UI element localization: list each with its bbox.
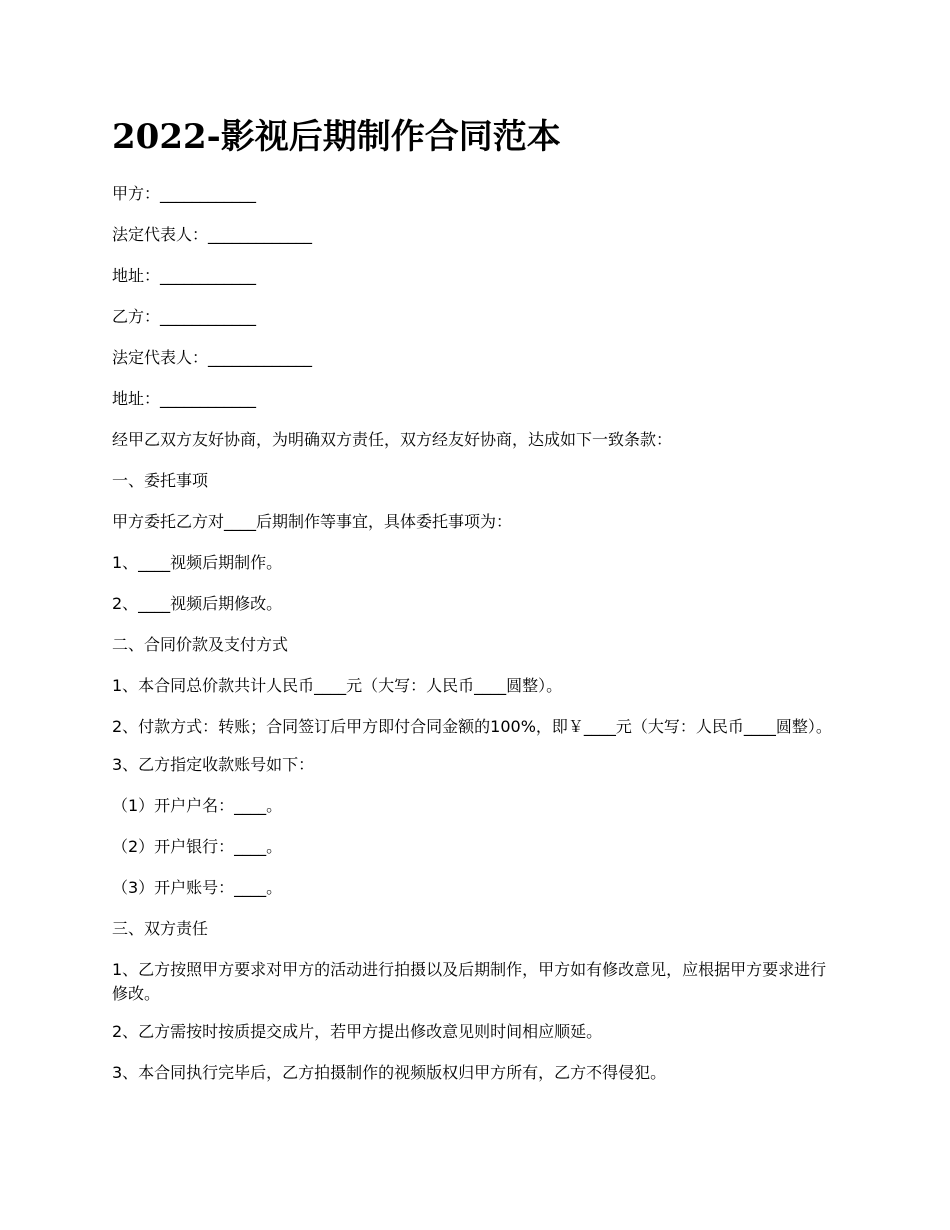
section-1-intro-text: 甲方委托乙方对____后期制作等事宜，具体委托事项为： <box>112 512 513 531</box>
document-title: 2022-影视后期制作合同范本 <box>112 117 561 157</box>
section-2-item-2-text: 2、付款方式：转账；合同签订后甲方即付合同金额的100%，即￥____元（大写：人民币____圆整）。 <box>112 717 832 736</box>
section-1-item-2 <box>112 592 842 616</box>
party-a-address-text: 地址：____________ <box>112 266 257 285</box>
section-2-item-3-text: 3、乙方指定收款账号如下： <box>112 755 315 774</box>
section-heading-3 <box>112 917 842 941</box>
section-heading-1 <box>112 469 842 493</box>
section-2-item-3 <box>112 753 842 777</box>
section-3-item-3-text: 3、本合同执行完毕后，乙方拍摄制作的视频版权归甲方所有，乙方不得侵犯。 <box>112 1063 667 1082</box>
section-1-item-1-text: 1、____视频后期制作。 <box>112 553 283 572</box>
preamble-text: 经甲乙双方友好协商，为明确双方责任，双方经友好协商，达成如下一致条款： <box>112 430 673 449</box>
section-heading-1-text: 一、委托事项 <box>112 471 209 490</box>
account-bank-line <box>112 835 842 859</box>
section-heading-2-text: 二、合同价款及支付方式 <box>112 635 289 654</box>
party-b-address-line <box>112 387 842 411</box>
section-3-item-2-text: 2、乙方需按时按质提交成片，若甲方提出修改意见则时间相应顺延。 <box>112 1022 603 1041</box>
section-3-item-2 <box>112 1020 842 1044</box>
party-b-text: 乙方：____________ <box>112 307 257 326</box>
party-b-address-text: 地址：____________ <box>112 389 257 408</box>
account-number-line <box>112 876 842 900</box>
section-3-item-3 <box>112 1061 842 1085</box>
section-3-item-1-text: 1、乙方按照甲方要求对甲方的活动进行拍摄以及后期制作，甲方如有修改意见，应根据甲方要求进行修改。 <box>112 960 827 1003</box>
account-number-text: （3）开户账号：____。 <box>112 878 283 897</box>
section-1-item-2-text: 2、____视频后期修改。 <box>112 594 283 613</box>
section-2-item-1-text: 1、本合同总价款共计人民币____元（大写：人民币____圆整）。 <box>112 676 563 695</box>
party-b-representative-line <box>112 346 842 370</box>
party-b-representative-text: 法定代表人：_____________ <box>112 348 313 367</box>
preamble-paragraph <box>112 428 842 452</box>
contract-body <box>112 182 842 1102</box>
party-a-representative-line <box>112 223 842 247</box>
section-heading-2 <box>112 633 842 657</box>
section-2-item-2 <box>112 715 842 739</box>
account-bank-text: （2）开户银行：____。 <box>112 837 283 856</box>
section-heading-3-text: 三、双方责任 <box>112 919 209 938</box>
account-name-text: （1）开户户名：____。 <box>112 796 283 815</box>
section-1-intro <box>112 510 842 534</box>
section-3-item-1 <box>112 958 842 1006</box>
party-a-line <box>112 182 842 206</box>
party-a-representative-text: 法定代表人：_____________ <box>112 225 313 244</box>
party-b-line <box>112 305 842 329</box>
party-a-text: 甲方：____________ <box>112 184 257 203</box>
party-a-address-line <box>112 264 842 288</box>
account-name-line <box>112 794 842 818</box>
section-2-item-1 <box>112 674 842 698</box>
section-1-item-1 <box>112 551 842 575</box>
